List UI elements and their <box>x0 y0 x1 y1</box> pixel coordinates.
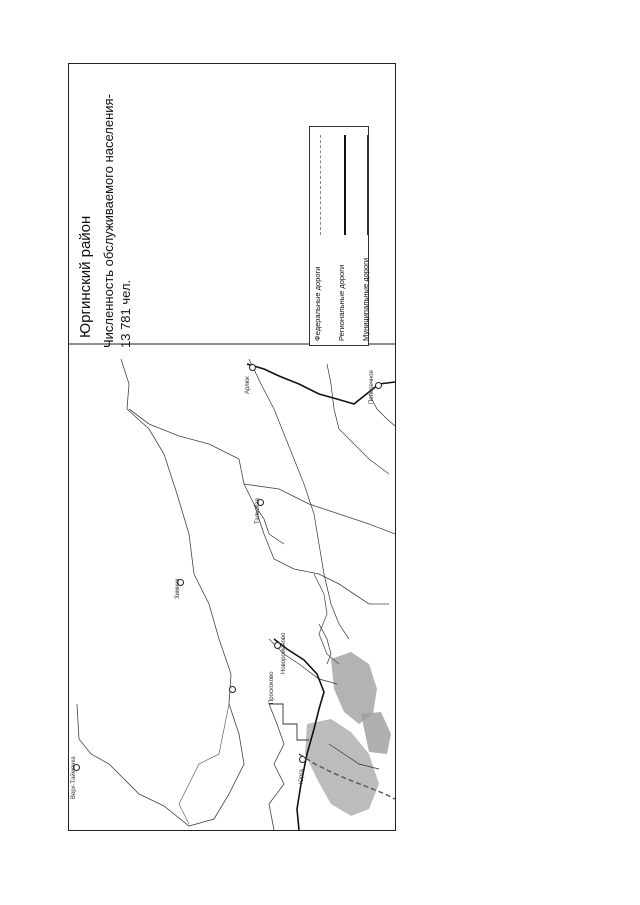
place-label: Арлюк <box>245 376 251 394</box>
district-title: Юргинский район <box>77 215 94 338</box>
population-text: Численность обслуживаемого населения- <box>101 94 116 348</box>
legend-regional-swatch <box>344 135 346 235</box>
place-label: Зимник <box>175 578 181 599</box>
legend-federal-swatch <box>320 135 321 235</box>
settlement-marker <box>229 686 236 693</box>
place-label: Верх-Тайменка <box>71 756 77 799</box>
settlement-marker <box>375 382 382 389</box>
district-boundary <box>269 704 309 740</box>
forest-area <box>361 712 391 754</box>
place-label: Юрга <box>299 769 305 784</box>
settlement-marker <box>299 756 306 763</box>
map-frame <box>68 63 396 831</box>
place-label: Новороманово <box>281 632 287 674</box>
legend-municipal-label: Муниципальные дороги <box>361 257 370 341</box>
district-boundary <box>269 704 284 830</box>
map-legend <box>309 126 369 346</box>
settlement-marker <box>249 364 256 371</box>
district-boundary <box>314 574 339 664</box>
legend-federal-label: Федеральные дороги <box>313 266 322 341</box>
municipal-road <box>327 364 389 474</box>
place-label: Поперечное <box>369 370 375 404</box>
population-value: 13 781 чел. <box>118 279 133 348</box>
place-label: Тальская <box>255 498 261 524</box>
district-boundary <box>77 359 244 826</box>
legend-regional-label: Региональные дороги <box>337 264 346 341</box>
legend-municipal-swatch <box>367 135 368 235</box>
place-label: Проскоково <box>269 671 275 704</box>
settlement-marker <box>274 642 281 649</box>
